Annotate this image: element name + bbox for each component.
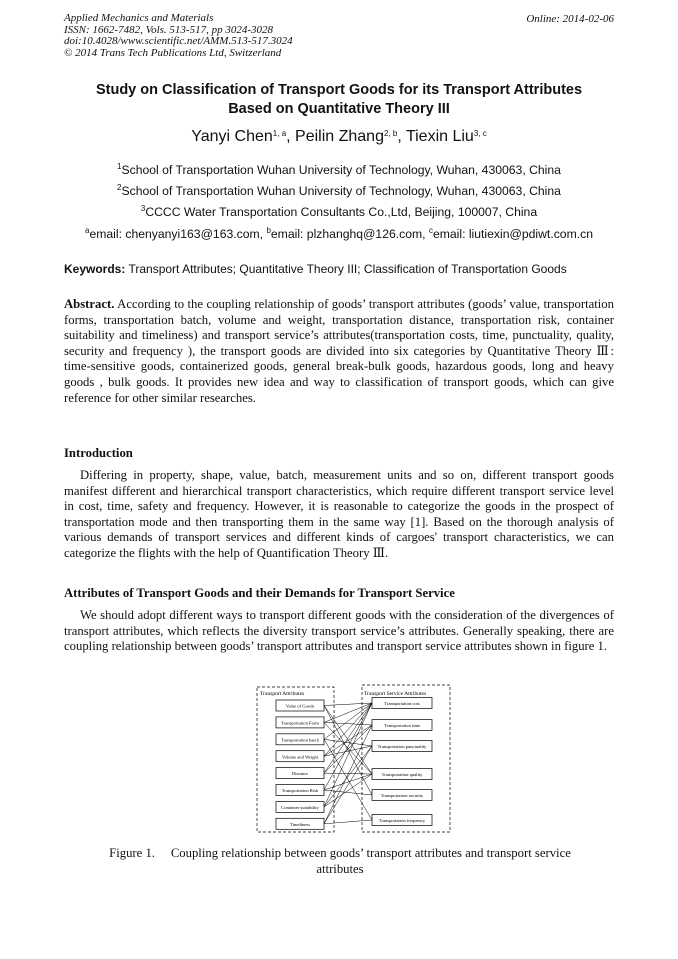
affiliation-3 xyxy=(0,205,678,219)
service-attribute-label: Transportation time xyxy=(383,723,421,729)
right-attribute-boxes xyxy=(372,698,432,826)
email-sup: a xyxy=(85,226,90,235)
affiliation-sup: 1 xyxy=(117,162,122,171)
coupling-diagram xyxy=(256,683,452,833)
email-line xyxy=(0,227,678,241)
journal-header xyxy=(64,13,293,59)
affiliation-sup: 2 xyxy=(117,183,122,192)
affiliation-1 xyxy=(0,163,678,177)
author-list xyxy=(0,128,678,146)
coupling-link xyxy=(324,703,372,706)
coupling-link xyxy=(324,774,372,807)
email-link[interactable]: email: liutiexin@pdiwt.com.cn xyxy=(432,227,593,241)
caption-line-2: attributes xyxy=(316,861,364,876)
coupling-link xyxy=(324,703,372,773)
service-attribute-label: Transportation frequency xyxy=(378,818,426,824)
keywords-label: Keywords: xyxy=(64,262,126,276)
transport-attribute-label: Transportation batch xyxy=(281,737,319,743)
right-group-title: Transport Service Attributes xyxy=(364,691,427,697)
caption-line-1: Figure 1. Coupling relationship between goods’ transport attributes and transport service xyxy=(109,846,571,860)
transport-attribute-label: Value of Goods xyxy=(285,703,315,709)
title-line-1: Study on Classification of Transport Goods for its Transport Attributes xyxy=(95,82,583,98)
email-link[interactable]: email: plzhanghq@126.com, xyxy=(270,227,429,241)
service-attribute-label: Transportation punctuality xyxy=(377,744,427,750)
service-attribute-label: Transportation cost xyxy=(384,701,420,707)
introduction-text: Differing in property, shape, value, batch, measurement units and so on, different transport goods manifest different and hierarchical transport characteristics, which require different transport service level in cost, time, safety and frequency. However, it is reasonable to categorize the goods in the prospect of transportation mode and then transporting them in the same way [1]. Based on the thorough analysis of various demands of transport services and different kinds of cargoes' transport characteristics, we can categorize the flights with the help of Quantification Theory Ⅲ. xyxy=(64,468,614,560)
abstract-text: According to the coupling relationship of goods’ transport attributes (goods’ value, transportation forms, transportation batch, volume and weight, transportation distance, transportation risk, container suitability and timeliness) and transport service’s attributes(transportation costs, time, punctuality, quality, security and frequency ), the transport goods are divided into six categories by Quantitative Theory Ⅲ: time-sensitive goods, containerized goods, general break-bulk goods, hazardous goods, long and heavy goods , bulk goods. It provides new idea and way to classification of transport goods, which can give reference for other similar researches. xyxy=(64,297,614,405)
affiliation-sup: 3 xyxy=(140,204,146,213)
section-heading-introduction: Introduction xyxy=(64,446,133,460)
keywords xyxy=(64,262,567,276)
transport-attribute-label: Transportation Risk xyxy=(281,788,319,794)
coupling-link xyxy=(324,703,372,739)
coupling-links xyxy=(324,703,372,824)
author-name: Tiexin Liu xyxy=(405,128,474,145)
journal-doi: doi:10.4028/www.scientific.net/AMM.513-517.3024 xyxy=(64,35,293,48)
transport-attribute-label: Container suitability xyxy=(281,805,319,810)
service-attribute-label: Transportation security xyxy=(380,793,424,799)
transport-attribute-label: Distance xyxy=(291,771,309,777)
affiliation-2 xyxy=(0,184,678,198)
author-sup: 1, a xyxy=(272,129,287,138)
keywords-text: Transport Attributes; Quantitative Theory III; Classification of Transportation Goods xyxy=(128,262,567,276)
left-group-title: Transport Attributes xyxy=(260,691,305,697)
email-link[interactable]: email: chenyanyi163@163.com, xyxy=(89,227,267,241)
abstract xyxy=(64,297,614,406)
online-date: Online: 2014-02-06 xyxy=(526,13,614,25)
coupling-link xyxy=(324,703,372,722)
affiliation-text: School of Transportation Wuhan University of Technology, Wuhan, 430063, China xyxy=(121,163,561,177)
author-sup: 3, c xyxy=(473,129,487,138)
coupling-link xyxy=(324,746,372,824)
figure-1 xyxy=(256,683,452,833)
title-line-2: Based on Quantitative Theory III xyxy=(228,101,450,117)
affiliation-text: CCCC Water Transportation Consultants Co.,Ltd, Beijing, 100007, China xyxy=(145,205,538,219)
journal-copyright: © 2014 Trans Tech Publications Ltd, Switzerland xyxy=(64,46,282,59)
service-attribute-label: Transportation quality xyxy=(381,772,423,778)
transport-attribute-label: Volume and Weight xyxy=(281,754,319,760)
transport-attribute-label: Transportation Form xyxy=(281,720,319,726)
transport-attribute-label: Timeliness xyxy=(290,821,310,827)
coupling-link xyxy=(324,722,372,725)
journal-name: Applied Mechanics and Materials xyxy=(64,12,214,24)
author-separator: , xyxy=(286,128,296,145)
attributes-text: We should adopt different ways to transport different goods with the consideration of the divergences of transport attributes, which reflects the diversity transport service’s attributes. Generally speaking, there are coupling relationship between goods’ transport attributes and transport service attributes shown in figure 1. xyxy=(64,608,614,654)
affiliation-text: School of Transportation Wuhan University of Technology, Wuhan, 430063, China xyxy=(121,184,561,198)
left-attribute-boxes xyxy=(276,700,324,829)
section-heading-attributes: Attributes of Transport Goods and their Demands for Transport Service xyxy=(64,586,455,600)
author-sup: 2, b xyxy=(383,129,398,138)
paper-title xyxy=(40,81,638,119)
email-sup: b xyxy=(266,226,271,235)
figure-caption xyxy=(90,846,590,877)
coupling-link xyxy=(324,725,372,773)
author-name: Yanyi Chen xyxy=(191,128,273,145)
author-name: Peilin Zhang xyxy=(295,128,384,145)
abstract-label: Abstract. xyxy=(64,297,115,311)
author-separator: , xyxy=(397,128,406,145)
coupling-link xyxy=(324,820,372,824)
email-sup: c xyxy=(428,226,433,235)
journal-issn: ISSN: 1662-7482, Vols. 513-517, pp 3024-3028 xyxy=(64,23,273,36)
